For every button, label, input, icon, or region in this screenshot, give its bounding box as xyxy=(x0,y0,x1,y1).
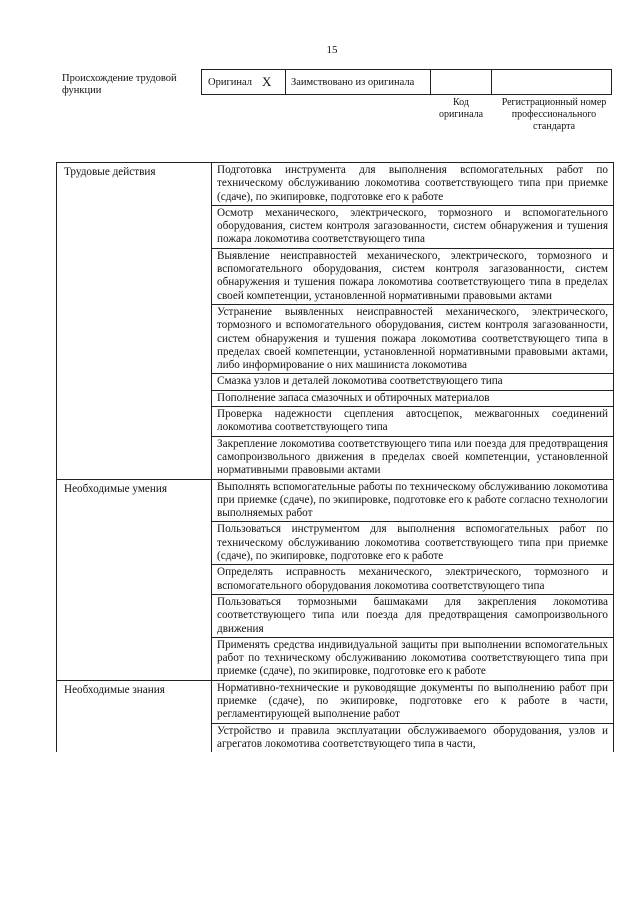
section-item: Применять средства индивидуальной защиты при выполнении вспомогательных работ по техническому обслуживанию локомотива соответствующего типа при приемке (сдаче), по экипировке, подготовке его к работе xyxy=(212,637,614,680)
section-item: Пользоваться инструментом для выполнения вспомогательных работ по техническому обслуживанию локомотива соответствующего типа при приемке (сдаче), по экипировке, подготовке его к работе xyxy=(212,522,614,565)
section-item: Осмотр механического, электрического, тормозного и вспомогательного оборудования, систем контроля загазованности, систем обнаружения и тушения пожара локомотива соответствующего типа xyxy=(212,205,614,248)
origin-table xyxy=(201,69,612,95)
table-row xyxy=(57,479,614,522)
original-mark: X xyxy=(262,74,272,89)
table-row xyxy=(57,163,614,206)
code-cell xyxy=(431,70,492,94)
page-number: 15 xyxy=(326,44,338,56)
section-item: Выявление неисправностей механического, электрического, тормозного и вспомогательного оборудования, систем контроля загазованности, систем обнаружения и тушения пожара локомотива соответствующего типа в пределах своей компетенции, установленной нормативными правовыми актами xyxy=(212,248,614,304)
section-label: Необходимые знания xyxy=(57,680,212,752)
section-item: Определять исправность механического, электрического, тормозного и вспомогательного оборудования локомотива соответствующего типа xyxy=(212,565,614,595)
section-item: Закрепление локомотива соответствующего типа или поезда для предотвращения самопроизвольного движения в пределах своей компетенции, установленной нормативными правовыми актами xyxy=(212,436,614,479)
origin-label: Происхождение трудовой функции xyxy=(62,73,177,96)
registration-cell xyxy=(492,70,611,94)
section-item: Пополнение запаса смазочных и обтирочных материалов xyxy=(212,390,614,406)
section-label: Трудовые действия xyxy=(57,163,212,480)
original-cell xyxy=(202,70,286,94)
section-item: Подготовка инструмента для выполнения вспомогательных работ по техническому обслуживанию локомотива соответствующего типа при приемке (сдаче), по экипировке, подготовке его к работе xyxy=(212,163,614,206)
section-item: Устранение выявленных неисправностей механического, электрического, тормозного и вспомогательного оборудования, систем контроля загазованности, систем обнаружения и тушения пожара локомотива соответствующего типа в пределах своей компетенции, установленной нормативными правовыми актами, либо информирование о них машиниста локомотива xyxy=(212,304,614,373)
section-label: Необходимые умения xyxy=(57,479,212,680)
section-item: Проверка надежности сцепления автосцепок, межвагонных соединений локомотива соответствующего типа xyxy=(212,407,614,437)
caption-registration-number: Регистрационный номер профессионального стандарта xyxy=(501,97,607,132)
borrowed-cell xyxy=(286,70,431,94)
caption-code: Код оригинала xyxy=(438,97,484,120)
functions-table xyxy=(56,162,614,752)
section-item: Устройство и правила эксплуатации обслуживаемого оборудования, узлов и агрегатов локомотива соответствующего типа в части, xyxy=(212,723,614,752)
section-item: Пользоваться тормозными башмаками для закрепления локомотива соответствующего типа или поезда для предотвращения самопроизвольного движения xyxy=(212,594,614,637)
table-row xyxy=(57,680,614,723)
section-item: Выполнять вспомогательные работы по техническому обслуживанию локомотива при приемке (сдаче), по экипировке, подготовке его к работе согласно технологии выполняемых работ xyxy=(212,479,614,522)
section-item: Смазка узлов и деталей локомотива соответствующего типа xyxy=(212,374,614,390)
section-item: Нормативно-технические и руководящие документы по выполнению работ при приемке (сдаче), по экипировке, подготовке его к работе в части, регламентирующей выполнение работ xyxy=(212,680,614,723)
borrowed-label: Заимствовано из оригинала xyxy=(291,76,415,88)
original-label: Оригинал xyxy=(208,76,252,88)
